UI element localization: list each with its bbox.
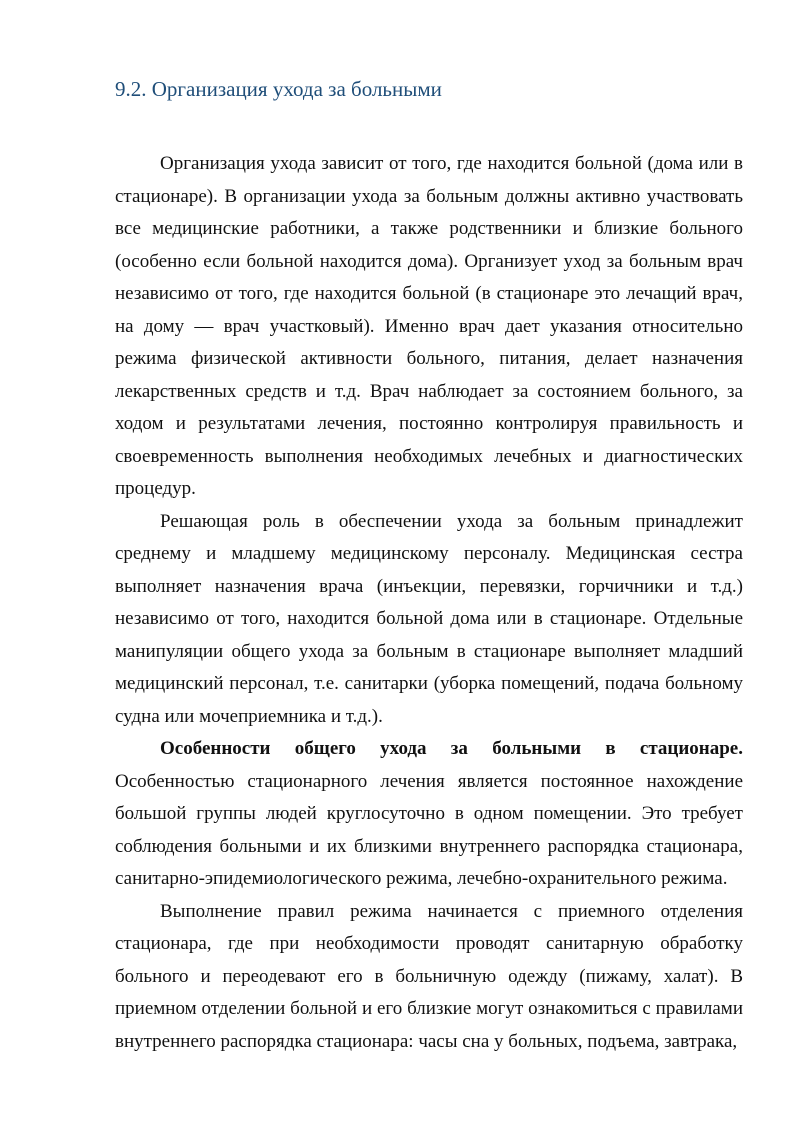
paragraph-3 bbox=[115, 733, 743, 896]
document-body bbox=[115, 148, 743, 1058]
paragraph-2: Решающая роль в обеспечении ухода за больным принадлежит среднему и младшему медицинскому персоналу. Медицинская сестра выполняет назначения врача (инъекции, перевязки, горчичники и т.д.) независимо от того, находится больной дома или в стационаре. Отдельные манипуляции общего ухода за больным в стационаре выполняет младший медицинский персонал, т.е. санитарки (уборка помещений, подача больному судна или мочеприемника и т.д.). bbox=[115, 510, 743, 727]
paragraph-4: Выполнение правил режима начинается с приемного отделения стационара, где при необходимости проводят санитарную обработку больного и переодевают его в больничную одежду (пижаму, халат). В приемном отделении больной и его близкие могут ознакомиться с правилами внутреннего распорядка стационара: часы сна у больных, подъема, завтрака, bbox=[115, 900, 743, 1052]
section-heading: 9.2. Организация ухода за больными bbox=[115, 77, 442, 101]
paragraph-3-text: Особенностью стационарного лечения является постоянное нахождение большой группы людей круглосуточно в одном помещении. Это требует соблюдения больными и их близкими внутреннего распорядка стационара, санитарно-эпидемиологического режима, лечебно-охранительного режима. bbox=[115, 770, 743, 889]
paragraph-1: Организация ухода зависит от того, где находится больной (дома или в стационаре). В организации ухода за больным должны активно участвовать все медицинские работники, а также родственники и близкие больного (особенно если больной находится дома). Организует уход за больным врач независимо от того, где находится больной (в стационаре это лечащий врач, на дому — врач участковый). Именно врач дает указания относительно режима физической активности больного, питания, делает назначения лекарственных средств и т.д. Врач наблюдает за состоянием больного, за ходом и результатами лечения, постоянно контролируя правильность и своевременность выполнения необходимых лечебных и диагностических процедур. bbox=[115, 153, 743, 499]
document-page bbox=[115, 0, 743, 1131]
paragraph-3-bold-lead: Особенности общего ухода за больными в стационаре. bbox=[160, 738, 743, 759]
